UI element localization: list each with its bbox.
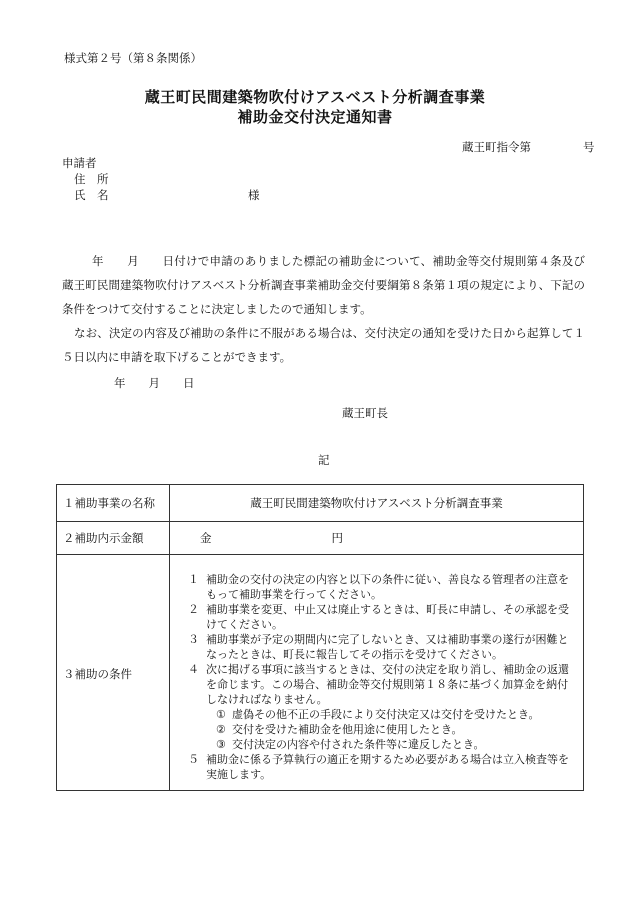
table-row	[57, 485, 584, 522]
amount-kin: 金	[200, 531, 212, 545]
sub-condition-mark: ①	[216, 707, 226, 721]
table-row	[57, 522, 584, 555]
conditions-table	[56, 484, 584, 791]
conditions-list	[176, 572, 577, 782]
ki-marker: 記	[318, 453, 330, 467]
sub-conditions-list	[206, 707, 573, 752]
sub-condition-item	[216, 722, 573, 737]
condition-number: ２	[188, 602, 199, 616]
document-number	[462, 139, 595, 155]
conditions-label: ３補助の条件	[57, 555, 170, 791]
notice-body	[62, 249, 585, 369]
condition-number: ４	[188, 662, 199, 676]
condition-item	[188, 752, 573, 782]
table-row	[57, 555, 584, 791]
condition-item	[188, 632, 573, 662]
sub-condition-text: 虚偽その他不正の手段により交付決定又は交付を受けたとき。	[232, 707, 540, 721]
project-name-value: 蔵王町民間建築物吹付けアスベスト分析調査事業	[170, 485, 584, 522]
condition-number: １	[188, 572, 199, 586]
condition-number: ３	[188, 632, 199, 646]
amount-label: ２補助内示金額	[57, 522, 170, 555]
sub-condition-item	[216, 737, 573, 752]
project-name-label: １補助事業の名称	[57, 485, 170, 522]
applicant-address-label: 住 所	[74, 172, 109, 186]
condition-number: ５	[188, 752, 199, 766]
notice-paragraph-2: なお、決定の内容及び補助の条件に不服がある場合は、交付決定の通知を受けた日から起算して１５日以内に申請を取下げることができます。	[62, 326, 585, 364]
condition-text: 次に掲げる事項に該当するときは、交付の決定を取り消し、補助金の返還を命じます。この場合、補助金等交付規則第１８条に基づく加算金を納付しなければなりません。	[206, 662, 569, 706]
amount-yen: 円	[331, 531, 343, 545]
document-subtitle: 補助金交付決定通知書	[237, 108, 393, 126]
issuer: 蔵王町長	[342, 406, 388, 420]
doc-number-suffix: 号	[583, 140, 595, 154]
notice-date: 年 月 日	[114, 376, 195, 390]
sub-condition-mark: ③	[216, 737, 226, 751]
notice-paragraph-1: 年 月 日付けで申請のありました標記の補助金について、補助金等交付規則第４条及び蔵王町民間建築物吹付けアスベスト分析調査事業補助金交付要綱第８条第１項の規定により、下記の条件をつけて交付することに決定しましたので通知します。	[62, 254, 585, 316]
applicant-name-label: 氏 名	[74, 188, 109, 202]
condition-text: 補助事業を変更、中止又は廃止するときは、町長に申請し、その承認を受けてください。	[206, 602, 569, 631]
condition-item	[188, 572, 573, 602]
amount-value	[170, 522, 584, 555]
condition-text: 補助金に係る予算執行の適正を期するため必要がある場合は立入検査等を実施します。	[206, 752, 569, 781]
condition-text: 補助金の交付の決定の内容と以下の条件に従い、善良なる管理者の注意をもって補助事業を行ってください。	[206, 572, 569, 601]
conditions-cell	[170, 555, 584, 791]
applicant-heading: 申請者	[62, 156, 97, 170]
document-title: 蔵王町民間建築物吹付けアスベスト分析調査事業	[144, 88, 486, 106]
sub-condition-text: 交付決定の内容や付された条件等に違反したとき。	[232, 737, 485, 751]
condition-item	[188, 662, 573, 752]
sub-condition-mark: ②	[216, 722, 226, 736]
condition-text: 補助事業が予定の期間内に完了しないとき、又は補助事業の遂行が困難となったときは、町長に報告してその指示を受けてください。	[206, 632, 569, 661]
doc-number-prefix: 蔵王町指令第	[462, 140, 531, 154]
honorific: 様	[248, 188, 260, 202]
form-number: 様式第２号（第８条関係）	[64, 51, 202, 65]
condition-item	[188, 602, 573, 632]
sub-condition-item	[216, 707, 573, 722]
sub-condition-text: 交付を受けた補助金を他用途に使用したとき。	[232, 722, 463, 736]
